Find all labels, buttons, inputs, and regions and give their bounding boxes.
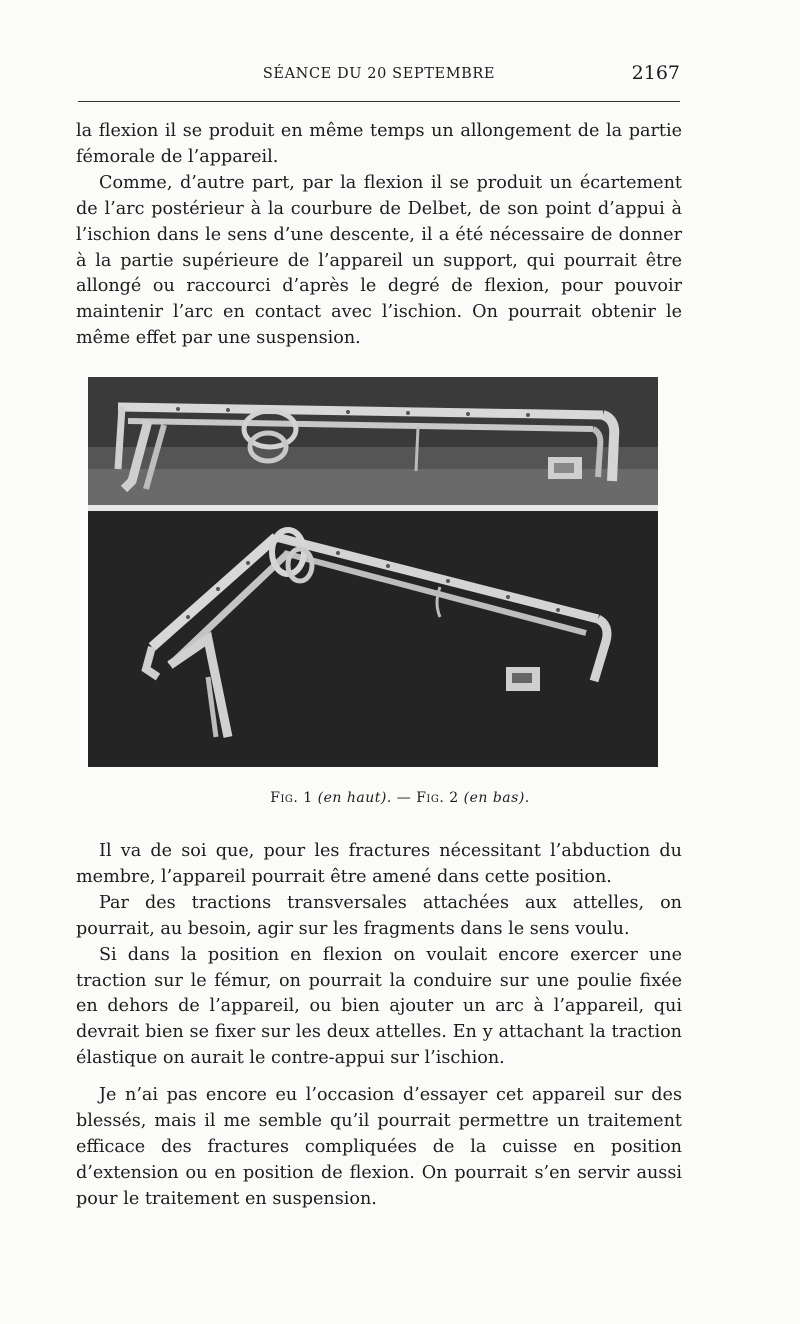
caption-fig2-position: (en bas). bbox=[463, 790, 530, 806]
paragraph: Par des tractions transversales attachées aux attelles, on pourrait, au besoin, agir sur les fragments dans le sens voulu. bbox=[76, 892, 682, 939]
paragraph: Comme, d’autre part, par la flexion il se produit un écartement de l’arc postérieur à la courbure de Delbet, de son point d’appui à l’ischion dans le sens d’une descente, il a été nécessaire de donner à la partie supérieure de l’appareil un support, qui pourrait être allongé ou raccourci d’après le degré de flexion, pour pouvoir maintenir l’arc en contact avec l’ischion. On pourrait obtenir le même effet par une suspension. bbox=[76, 172, 682, 349]
figure-photographs bbox=[88, 377, 658, 767]
header-rule bbox=[78, 101, 680, 102]
page-number: 2167 bbox=[631, 62, 680, 84]
text-block-bottom bbox=[76, 1083, 682, 1213]
paragraph: Si dans la position en flexion on voulait encore exercer une traction sur le fémur, on pourrait la conduire sur une poulie fixée en dehors de l’appareil, ou bien ajouter un arc à l’appareil, qui devrait bien se fixer sur les deux attelles. En y attachant la traction élastique on aurait le contre-appui sur l’ischion. bbox=[76, 944, 682, 1069]
paragraph: Je n’ai pas encore eu l’occasion d’essayer cet appareil sur des blessés, mais il me semble qu’il pourrait permettre un traitement efficace des fractures compliquées de la cuisse en position d’extension ou en position de flexion. On pourrait s’en servir aussi pour le traitement en suspension. bbox=[76, 1085, 682, 1209]
paragraph: la flexion il se produit en même temps un allongement de la partie fémorale de l’appareil. bbox=[76, 121, 682, 167]
figure-caption bbox=[0, 790, 800, 806]
figure-2-photo bbox=[88, 511, 658, 767]
paragraph: Il va de soi que, pour les fractures nécessitant l’abduction du membre, l’appareil pourrait être amené dans cette position. bbox=[76, 841, 682, 887]
text-block-top bbox=[76, 119, 682, 352]
caption-separator: — bbox=[396, 790, 412, 806]
caption-fig1-label: Fig. 1 bbox=[270, 790, 313, 806]
caption-fig1-position: (en haut). bbox=[317, 790, 392, 806]
page-header bbox=[78, 62, 680, 90]
caption-fig2-label: Fig. 2 bbox=[416, 790, 459, 806]
running-head: SÉANCE DU 20 SEPTEMBRE bbox=[262, 66, 496, 82]
figure-1-photo bbox=[88, 377, 658, 505]
text-block-middle bbox=[76, 839, 682, 1072]
